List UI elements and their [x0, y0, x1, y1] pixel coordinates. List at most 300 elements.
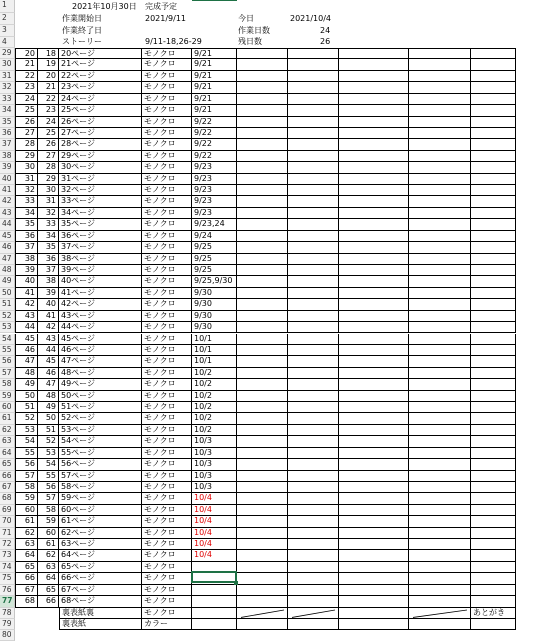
table-cell[interactable]: 55 — [15, 448, 38, 459]
table-cell[interactable] — [409, 459, 471, 470]
table-cell[interactable]: 38ページ — [59, 254, 142, 265]
table-cell[interactable]: 36 — [38, 254, 59, 265]
table-cell[interactable] — [288, 174, 339, 185]
story-value[interactable]: 9/11-18,26-29 — [145, 37, 202, 46]
table-cell[interactable]: 26 — [38, 139, 59, 150]
table-cell[interactable] — [192, 619, 237, 630]
table-cell[interactable] — [339, 82, 409, 93]
table-cell[interactable]: 9/25 — [192, 242, 237, 253]
table-cell[interactable]: 10/4 — [192, 528, 237, 539]
table-cell[interactable] — [409, 48, 471, 59]
table-cell[interactable]: 33 — [38, 219, 59, 230]
table-cell[interactable] — [471, 185, 516, 196]
table-cell[interactable]: 51ページ — [59, 402, 142, 413]
table-cell[interactable]: 64ページ — [59, 550, 142, 561]
row-header[interactable]: 33 — [0, 94, 15, 105]
table-cell[interactable]: 59ページ — [59, 493, 142, 504]
table-cell[interactable] — [339, 219, 409, 230]
table-cell[interactable]: モノクロ — [142, 185, 192, 196]
table-cell[interactable] — [471, 413, 516, 424]
table-cell[interactable]: 33 — [15, 196, 38, 207]
table-cell[interactable]: 44 — [15, 322, 38, 333]
table-cell[interactable]: モノクロ — [142, 82, 192, 93]
table-cell[interactable]: モノクロ — [142, 505, 192, 516]
table-cell[interactable] — [288, 482, 339, 493]
table-cell[interactable] — [471, 196, 516, 207]
table-cell[interactable] — [237, 59, 288, 70]
table-cell[interactable]: 36ページ — [59, 231, 142, 242]
row-header[interactable]: 67 — [0, 482, 15, 493]
table-cell[interactable]: 54 — [38, 459, 59, 470]
table-cell[interactable] — [288, 322, 339, 333]
table-cell[interactable] — [288, 48, 339, 59]
table-cell[interactable]: 10/4 — [192, 493, 237, 504]
table-cell[interactable] — [288, 459, 339, 470]
table-cell[interactable]: 9/21 — [192, 48, 237, 59]
table-cell[interactable] — [339, 436, 409, 447]
table-cell[interactable] — [409, 345, 471, 356]
table-cell[interactable]: 21 — [15, 59, 38, 70]
table-cell[interactable]: 24 — [15, 94, 38, 105]
table-cell[interactable]: 63 — [38, 562, 59, 573]
table-cell[interactable] — [237, 105, 288, 116]
table-cell[interactable] — [237, 48, 288, 59]
table-cell[interactable]: 10/3 — [192, 482, 237, 493]
table-cell[interactable]: 43 — [15, 311, 38, 322]
row-header[interactable]: 52 — [0, 311, 15, 322]
end-label[interactable]: 作業終了日 — [62, 26, 102, 35]
row-header[interactable]: 35 — [0, 117, 15, 128]
table-cell[interactable] — [237, 162, 288, 173]
row-header[interactable]: 37 — [0, 139, 15, 150]
table-cell[interactable]: 52 — [38, 436, 59, 447]
table-cell[interactable]: 30ページ — [59, 162, 142, 173]
table-cell[interactable] — [409, 619, 471, 630]
table-cell[interactable] — [237, 596, 288, 607]
row-header[interactable]: 45 — [0, 231, 15, 242]
table-cell[interactable]: 60 — [38, 528, 59, 539]
table-cell[interactable] — [237, 482, 288, 493]
table-cell[interactable] — [471, 117, 516, 128]
table-cell[interactable] — [237, 585, 288, 596]
table-cell[interactable] — [237, 288, 288, 299]
table-cell[interactable] — [288, 528, 339, 539]
row-header[interactable]: 38 — [0, 151, 15, 162]
table-cell[interactable] — [237, 174, 288, 185]
table-cell[interactable] — [339, 322, 409, 333]
table-cell[interactable]: モノクロ — [142, 516, 192, 527]
table-cell[interactable] — [471, 425, 516, 436]
table-cell[interactable]: 10/3 — [192, 436, 237, 447]
table-cell[interactable] — [237, 619, 288, 630]
table-cell[interactable] — [339, 596, 409, 607]
table-cell[interactable] — [288, 265, 339, 276]
row-header[interactable]: 36 — [0, 128, 15, 139]
table-cell[interactable]: 19 — [38, 59, 59, 70]
table-cell[interactable] — [409, 151, 471, 162]
table-cell[interactable] — [288, 208, 339, 219]
table-cell[interactable]: 29 — [38, 174, 59, 185]
table-cell[interactable] — [471, 391, 516, 402]
table-cell[interactable]: 50ページ — [59, 391, 142, 402]
table-cell[interactable] — [471, 585, 516, 596]
table-cell[interactable] — [288, 288, 339, 299]
table-cell[interactable]: モノクロ — [142, 231, 192, 242]
table-cell[interactable]: 10/2 — [192, 368, 237, 379]
table-cell[interactable]: 10/2 — [192, 391, 237, 402]
table-cell[interactable]: 10/1 — [192, 345, 237, 356]
table-cell[interactable] — [339, 151, 409, 162]
table-cell[interactable] — [288, 539, 339, 550]
table-cell[interactable]: モノクロ — [142, 311, 192, 322]
table-cell[interactable] — [192, 585, 237, 596]
table-cell[interactable]: 9/23 — [192, 196, 237, 207]
table-cell[interactable] — [471, 174, 516, 185]
table-cell[interactable]: 53 — [38, 448, 59, 459]
table-cell[interactable] — [339, 539, 409, 550]
table-cell[interactable]: 30 — [38, 185, 59, 196]
table-cell[interactable] — [288, 334, 339, 345]
table-cell[interactable] — [237, 436, 288, 447]
table-cell[interactable] — [471, 322, 516, 333]
table-cell[interactable]: 67ページ — [59, 585, 142, 596]
table-cell[interactable]: 37 — [38, 265, 59, 276]
table-cell[interactable] — [471, 82, 516, 93]
table-cell[interactable] — [409, 265, 471, 276]
table-cell[interactable] — [288, 596, 339, 607]
table-cell[interactable] — [237, 219, 288, 230]
table-cell[interactable]: 58ページ — [59, 482, 142, 493]
table-cell[interactable]: 61ページ — [59, 516, 142, 527]
row-header[interactable]: 4 — [0, 37, 15, 48]
table-cell[interactable]: モノクロ — [142, 299, 192, 310]
row-header[interactable]: 50 — [0, 288, 15, 299]
footer-label[interactable]: 裏表紙裏 — [59, 608, 142, 619]
table-cell[interactable] — [339, 59, 409, 70]
row-header[interactable]: 61 — [0, 413, 15, 424]
table-cell[interactable] — [471, 379, 516, 390]
table-cell[interactable]: 25ページ — [59, 105, 142, 116]
footer-label[interactable]: 裏表紙 — [59, 619, 142, 630]
table-cell[interactable] — [237, 231, 288, 242]
table-cell[interactable] — [471, 48, 516, 59]
table-cell[interactable] — [471, 573, 516, 584]
table-cell[interactable]: モノクロ — [142, 71, 192, 82]
table-cell[interactable]: 27 — [38, 151, 59, 162]
table-cell[interactable]: モノクロ — [142, 105, 192, 116]
table-cell[interactable]: 47ページ — [59, 356, 142, 367]
table-cell[interactable] — [339, 379, 409, 390]
table-cell[interactable]: モノクロ — [142, 265, 192, 276]
table-cell[interactable]: 49ページ — [59, 379, 142, 390]
table-cell[interactable]: 42ページ — [59, 299, 142, 310]
table-cell[interactable]: 45 — [15, 334, 38, 345]
table-cell[interactable] — [409, 436, 471, 447]
footer-type[interactable]: モノクロ — [142, 608, 192, 619]
row-header[interactable]: 80 — [0, 630, 15, 641]
table-cell[interactable] — [471, 299, 516, 310]
table-cell[interactable] — [471, 356, 516, 367]
table-cell[interactable] — [288, 276, 339, 287]
table-cell[interactable]: 53 — [15, 425, 38, 436]
table-cell[interactable]: 29ページ — [59, 151, 142, 162]
table-cell[interactable]: 21ページ — [59, 59, 142, 70]
table-cell[interactable]: 48 — [38, 391, 59, 402]
table-cell[interactable] — [288, 448, 339, 459]
table-cell[interactable] — [409, 299, 471, 310]
table-cell[interactable]: 66 — [38, 596, 59, 607]
table-cell[interactable]: モノクロ — [142, 482, 192, 493]
table-cell[interactable] — [471, 459, 516, 470]
table-cell[interactable]: モノクロ — [142, 219, 192, 230]
table-cell[interactable]: モノクロ — [142, 117, 192, 128]
table-cell[interactable] — [409, 71, 471, 82]
table-cell[interactable] — [237, 311, 288, 322]
table-cell[interactable]: 51 — [15, 402, 38, 413]
table-cell[interactable] — [339, 585, 409, 596]
table-cell[interactable] — [409, 585, 471, 596]
table-cell[interactable]: 9/25 — [192, 265, 237, 276]
table-cell[interactable] — [409, 162, 471, 173]
table-cell[interactable]: 21 — [38, 82, 59, 93]
table-cell[interactable]: 63 — [15, 539, 38, 550]
row-header[interactable]: 34 — [0, 105, 15, 116]
table-cell[interactable] — [471, 208, 516, 219]
table-cell[interactable] — [237, 139, 288, 150]
table-cell[interactable] — [288, 162, 339, 173]
table-cell[interactable] — [288, 299, 339, 310]
table-cell[interactable]: 25 — [15, 105, 38, 116]
table-cell[interactable]: 46 — [15, 345, 38, 356]
today-value[interactable]: 2021/10/4 — [290, 14, 332, 23]
table-cell[interactable] — [409, 276, 471, 287]
table-cell[interactable]: 9/23,24 — [192, 219, 237, 230]
table-cell[interactable]: 31 — [38, 196, 59, 207]
table-cell[interactable]: 9/25 — [192, 254, 237, 265]
table-cell[interactable]: 55 — [38, 471, 59, 482]
table-cell[interactable] — [409, 219, 471, 230]
table-cell[interactable] — [237, 71, 288, 82]
table-cell[interactable] — [409, 379, 471, 390]
table-cell[interactable] — [471, 265, 516, 276]
table-cell[interactable]: 28ページ — [59, 139, 142, 150]
table-cell[interactable] — [288, 493, 339, 504]
table-cell[interactable]: 10/3 — [192, 459, 237, 470]
table-cell[interactable] — [339, 254, 409, 265]
table-cell[interactable] — [471, 482, 516, 493]
table-cell[interactable]: 43ページ — [59, 311, 142, 322]
table-cell[interactable] — [339, 242, 409, 253]
table-cell[interactable]: 35 — [38, 242, 59, 253]
table-cell[interactable]: 65ページ — [59, 562, 142, 573]
table-cell[interactable]: 9/23 — [192, 174, 237, 185]
table-cell[interactable] — [339, 139, 409, 150]
table-cell[interactable]: 10/3 — [192, 448, 237, 459]
table-cell[interactable] — [237, 322, 288, 333]
table-cell[interactable] — [409, 94, 471, 105]
table-cell[interactable] — [237, 402, 288, 413]
table-cell[interactable] — [409, 482, 471, 493]
table-cell[interactable]: 39ページ — [59, 265, 142, 276]
workdays-label[interactable]: 作業日数 — [238, 26, 270, 35]
table-cell[interactable]: 56ページ — [59, 459, 142, 470]
table-cell[interactable] — [237, 151, 288, 162]
table-cell[interactable]: モノクロ — [142, 585, 192, 596]
table-cell[interactable] — [409, 448, 471, 459]
table-cell[interactable] — [339, 493, 409, 504]
table-cell[interactable]: モノクロ — [142, 391, 192, 402]
table-cell[interactable] — [339, 471, 409, 482]
table-cell[interactable]: 49 — [15, 379, 38, 390]
table-cell[interactable] — [237, 368, 288, 379]
table-cell[interactable] — [409, 59, 471, 70]
row-header[interactable]: 31 — [0, 71, 15, 82]
table-cell[interactable] — [339, 505, 409, 516]
table-cell[interactable]: 9/22 — [192, 139, 237, 150]
table-cell[interactable] — [409, 334, 471, 345]
table-cell[interactable]: 37 — [15, 242, 38, 253]
table-cell[interactable]: 42 — [15, 299, 38, 310]
table-cell[interactable]: 46ページ — [59, 345, 142, 356]
table-cell[interactable]: 23ページ — [59, 82, 142, 93]
table-cell[interactable]: モノクロ — [142, 528, 192, 539]
table-cell[interactable] — [409, 82, 471, 93]
table-cell[interactable]: 31 — [15, 174, 38, 185]
table-cell[interactable]: モノクロ — [142, 356, 192, 367]
remaining-label[interactable]: 残日数 — [238, 37, 262, 46]
table-cell[interactable]: モノクロ — [142, 276, 192, 287]
table-cell[interactable]: 59 — [38, 516, 59, 527]
table-cell[interactable] — [471, 402, 516, 413]
table-cell[interactable] — [237, 573, 288, 584]
table-cell[interactable] — [471, 528, 516, 539]
table-cell[interactable] — [288, 413, 339, 424]
table-cell[interactable]: モノクロ — [142, 345, 192, 356]
table-cell[interactable] — [471, 105, 516, 116]
table-cell[interactable] — [471, 139, 516, 150]
table-cell[interactable]: 10/1 — [192, 356, 237, 367]
table-cell[interactable] — [409, 208, 471, 219]
table-cell[interactable]: 45ページ — [59, 334, 142, 345]
table-cell[interactable] — [471, 288, 516, 299]
table-cell[interactable] — [471, 128, 516, 139]
table-cell[interactable]: 9/24 — [192, 231, 237, 242]
table-cell[interactable]: モノクロ — [142, 471, 192, 482]
table-cell[interactable]: 26 — [15, 117, 38, 128]
table-cell[interactable]: 10/4 — [192, 505, 237, 516]
table-cell[interactable]: 64 — [15, 550, 38, 561]
table-cell[interactable]: モノクロ — [142, 539, 192, 550]
table-cell[interactable] — [409, 516, 471, 527]
table-cell[interactable]: 60 — [15, 505, 38, 516]
table-cell[interactable]: 57 — [15, 471, 38, 482]
table-cell[interactable]: 40 — [15, 276, 38, 287]
table-cell[interactable] — [237, 345, 288, 356]
table-cell[interactable]: モノクロ — [142, 242, 192, 253]
table-cell[interactable] — [288, 471, 339, 482]
table-cell[interactable]: 10/4 — [192, 516, 237, 527]
table-cell[interactable] — [409, 174, 471, 185]
table-cell[interactable] — [471, 493, 516, 504]
table-cell[interactable]: 65 — [38, 585, 59, 596]
table-cell[interactable]: 32 — [38, 208, 59, 219]
table-cell[interactable]: モノクロ — [142, 162, 192, 173]
table-cell[interactable]: 23 — [38, 105, 59, 116]
table-cell[interactable] — [237, 265, 288, 276]
table-cell[interactable]: 64 — [38, 573, 59, 584]
table-cell[interactable]: 10/2 — [192, 402, 237, 413]
row-header[interactable]: 30 — [0, 59, 15, 70]
table-cell[interactable]: 54ページ — [59, 436, 142, 447]
table-cell[interactable] — [409, 117, 471, 128]
target-date[interactable]: 2021年10月30日 — [72, 2, 137, 11]
table-cell[interactable] — [409, 254, 471, 265]
table-cell[interactable]: モノクロ — [142, 573, 192, 584]
table-cell[interactable] — [409, 311, 471, 322]
table-cell[interactable]: モノクロ — [142, 322, 192, 333]
table-cell[interactable] — [409, 391, 471, 402]
row-header[interactable]: 40 — [0, 174, 15, 185]
table-cell[interactable] — [237, 82, 288, 93]
table-cell[interactable] — [471, 59, 516, 70]
workdays-value[interactable]: 24 — [320, 26, 331, 35]
table-cell[interactable]: 29 — [15, 151, 38, 162]
table-cell[interactable]: 67 — [15, 585, 38, 596]
table-cell[interactable] — [237, 493, 288, 504]
table-cell[interactable]: モノクロ — [142, 59, 192, 70]
table-cell[interactable] — [192, 596, 237, 607]
table-cell[interactable]: 41 — [15, 288, 38, 299]
table-cell[interactable] — [471, 162, 516, 173]
table-cell[interactable] — [237, 550, 288, 561]
table-cell[interactable]: 66ページ — [59, 573, 142, 584]
table-cell[interactable] — [339, 185, 409, 196]
table-cell[interactable]: 53ページ — [59, 425, 142, 436]
table-cell[interactable] — [339, 231, 409, 242]
row-header[interactable]: 46 — [0, 242, 15, 253]
table-cell[interactable]: モノクロ — [142, 596, 192, 607]
table-cell[interactable]: 33ページ — [59, 196, 142, 207]
table-cell[interactable]: 37ページ — [59, 242, 142, 253]
table-cell[interactable]: 42 — [38, 322, 59, 333]
table-cell[interactable] — [288, 573, 339, 584]
table-cell[interactable] — [409, 368, 471, 379]
table-cell[interactable] — [339, 459, 409, 470]
table-cell[interactable]: 62 — [38, 550, 59, 561]
table-cell[interactable]: 31ページ — [59, 174, 142, 185]
table-cell[interactable]: 32ページ — [59, 185, 142, 196]
table-cell[interactable]: 10/3 — [192, 471, 237, 482]
table-cell[interactable]: 55ページ — [59, 448, 142, 459]
table-cell[interactable] — [339, 105, 409, 116]
table-cell[interactable] — [237, 425, 288, 436]
row-header[interactable]: 77 — [0, 596, 15, 607]
table-cell[interactable]: 41ページ — [59, 288, 142, 299]
row-header[interactable]: 1 — [0, 0, 15, 13]
table-cell[interactable] — [237, 459, 288, 470]
table-cell[interactable] — [237, 117, 288, 128]
table-cell[interactable] — [471, 505, 516, 516]
row-header[interactable]: 59 — [0, 391, 15, 402]
table-cell[interactable]: 62ページ — [59, 528, 142, 539]
table-cell[interactable] — [339, 334, 409, 345]
table-cell[interactable] — [409, 471, 471, 482]
table-cell[interactable] — [339, 402, 409, 413]
table-cell[interactable] — [409, 505, 471, 516]
table-cell[interactable]: 65 — [15, 562, 38, 573]
table-cell[interactable]: 48ページ — [59, 368, 142, 379]
table-cell[interactable] — [288, 242, 339, 253]
